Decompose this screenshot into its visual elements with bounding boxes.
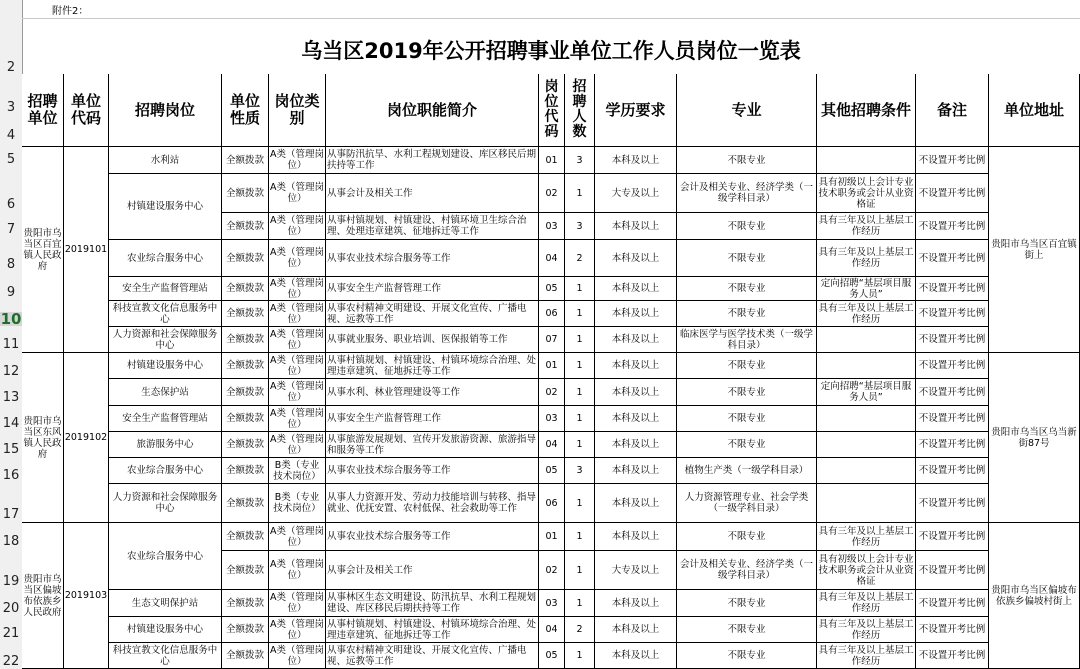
education-cell[interactable]: 本科及以上 <box>595 327 677 353</box>
major-cell[interactable]: 植物生产类（一级学科目录） <box>677 458 817 484</box>
duty-description-cell[interactable]: 从事旅游发展规划、宣传开发旅游资源、旅游指导和服务等工作 <box>326 432 539 458</box>
row-number[interactable]: 17 <box>2 507 20 522</box>
post-category-cell[interactable]: A类（管理岗位） <box>269 213 326 240</box>
duty-description-cell[interactable]: 从事农村精神文明建设、开展文化宣传、广播电视、远教等工作 <box>326 643 539 669</box>
unit-nature-cell[interactable]: 全额拨款 <box>222 484 269 523</box>
duty-description-cell[interactable]: 从事林区生态文明建设、防汛抗旱、水利工程规划建设、库区移民后期扶持等工作 <box>326 590 539 617</box>
headcount-cell[interactable]: 1 <box>565 432 595 458</box>
duty-description-cell[interactable]: 从事安全生产监督管理工作 <box>326 277 539 301</box>
headcount-cell[interactable]: 1 <box>565 174 595 213</box>
post-name-cell[interactable]: 农业综合服务中心 <box>109 458 222 484</box>
duty-description-cell[interactable]: 从事会计及相关工作 <box>326 551 539 590</box>
post-code-cell[interactable]: 04 <box>539 617 565 643</box>
headcount-cell[interactable]: 3 <box>565 213 595 240</box>
duty-description-cell[interactable]: 从事人力资源开发、劳动力技能培训与转移、指导就业、优抚安置、农村低保、社会救助等工作 <box>326 484 539 523</box>
unit-nature-cell[interactable]: 全额拨款 <box>222 523 269 551</box>
post-category-cell[interactable]: B类（专业技术岗位） <box>269 484 326 523</box>
post-category-cell[interactable]: A类（管理岗位） <box>269 301 326 327</box>
unit-nature-cell[interactable]: 全额拨款 <box>222 551 269 590</box>
major-cell[interactable]: 不限专业 <box>677 301 817 327</box>
header-address[interactable]: 单位地址 <box>989 74 1080 147</box>
row-number[interactable]: 8 <box>6 257 16 272</box>
unit-nature-cell[interactable]: 全额拨款 <box>222 379 269 406</box>
headcount-cell[interactable]: 1 <box>565 327 595 353</box>
unit-nature-cell[interactable]: 全额拨款 <box>222 406 269 432</box>
remark-cell[interactable]: 不设置开考比例 <box>916 213 989 240</box>
post-code-cell[interactable]: 01 <box>539 523 565 551</box>
post-name-cell[interactable]: 农业综合服务中心 <box>109 523 222 590</box>
post-category-cell[interactable]: A类（管理岗位） <box>269 523 326 551</box>
education-cell[interactable]: 本科及以上 <box>595 147 677 174</box>
post-name-cell[interactable]: 人力资源和社会保障服务中心 <box>109 484 222 523</box>
headcount-cell[interactable]: 1 <box>565 551 595 590</box>
remark-cell[interactable]: 不设置开考比例 <box>916 147 989 174</box>
header-code[interactable]: 单位代码 <box>64 74 109 147</box>
headcount-cell[interactable]: 1 <box>565 277 595 301</box>
row-number[interactable]: 14 <box>2 416 20 431</box>
unit-nature-cell[interactable]: 全额拨款 <box>222 301 269 327</box>
header-post[interactable]: 招聘岗位 <box>109 74 222 147</box>
other-conditions-cell[interactable] <box>817 458 916 484</box>
remark-cell[interactable]: 不设置开考比例 <box>916 551 989 590</box>
post-code-cell[interactable]: 05 <box>539 277 565 301</box>
row-number[interactable]: 9 <box>6 285 16 300</box>
post-name-cell[interactable]: 水利站 <box>109 147 222 174</box>
recruiting-unit-cell[interactable]: 贵阳市乌当区偏坡布依族乡人民政府 <box>22 523 64 669</box>
duty-description-cell[interactable]: 从事农业技术综合服务等工作 <box>326 240 539 277</box>
major-cell[interactable]: 人力资源管理专业、社会学类（一级学科目录） <box>677 484 817 523</box>
remark-cell[interactable]: 不设置开考比例 <box>916 379 989 406</box>
unit-nature-cell[interactable]: 全额拨款 <box>222 240 269 277</box>
row-number[interactable]: 15 <box>2 442 20 457</box>
major-cell[interactable]: 不限专业 <box>677 213 817 240</box>
row-number[interactable]: 19 <box>2 574 20 589</box>
header-count[interactable]: 招聘人数 <box>565 74 595 147</box>
post-code-cell[interactable]: 02 <box>539 379 565 406</box>
unit-address-cell[interactable]: 贵阳市乌当区偏坡布依族乡偏坡村街上 <box>989 523 1080 669</box>
row-number[interactable]: 20 <box>2 601 20 616</box>
unit-nature-cell[interactable]: 全额拨款 <box>222 213 269 240</box>
other-conditions-cell[interactable] <box>817 432 916 458</box>
post-code-cell[interactable]: 04 <box>539 240 565 277</box>
header-major[interactable]: 专业 <box>677 74 817 147</box>
post-category-cell[interactable]: A类（管理岗位） <box>269 353 326 379</box>
unit-code-cell[interactable]: 2019101 <box>64 147 109 353</box>
post-name-cell[interactable]: 人力资源和社会保障服务中心 <box>109 327 222 353</box>
other-conditions-cell[interactable]: 具有三年及以上基层工作经历 <box>817 213 916 240</box>
post-name-cell[interactable]: 农业综合服务中心 <box>109 240 222 277</box>
duty-description-cell[interactable]: 从事村镇规划、村镇建设、村镇环境卫生综合治理、处理违章建筑、征地拆迁等工作 <box>326 213 539 240</box>
post-code-cell[interactable]: 01 <box>539 353 565 379</box>
unit-nature-cell[interactable]: 全额拨款 <box>222 147 269 174</box>
duty-description-cell[interactable]: 从事村镇规划、村镇建设、村镇环境综合治理、处理违章建筑、征地拆迁等工作 <box>326 353 539 379</box>
other-conditions-cell[interactable]: 具有三年及以上基层工作经历 <box>817 240 916 277</box>
duty-description-cell[interactable]: 从事农村精神文明建设、开展文化宣传、广播电视、远教等工作 <box>326 301 539 327</box>
major-cell[interactable]: 会计及相关专业、经济学类（一级学科目录） <box>677 551 817 590</box>
education-cell[interactable]: 本科及以上 <box>595 240 677 277</box>
post-code-cell[interactable]: 06 <box>539 484 565 523</box>
other-conditions-cell[interactable]: 具有三年及以上基层工作经历 <box>817 643 916 669</box>
education-cell[interactable]: 本科及以上 <box>595 458 677 484</box>
headcount-cell[interactable]: 1 <box>565 353 595 379</box>
duty-description-cell[interactable]: 从事就业服务、职业培训、医保报销等工作 <box>326 327 539 353</box>
post-code-cell[interactable]: 05 <box>539 458 565 484</box>
major-cell[interactable]: 不限专业 <box>677 277 817 301</box>
table-title: 乌当区2019年公开招聘事业单位工作人员岗位一览表 <box>301 39 801 63</box>
unit-address-cell[interactable]: 贵阳市乌当区乌当新街87号 <box>989 353 1080 523</box>
education-cell[interactable]: 本科及以上 <box>595 213 677 240</box>
headcount-cell[interactable]: 1 <box>565 523 595 551</box>
post-category-cell[interactable]: A类（管理岗位） <box>269 617 326 643</box>
remark-cell[interactable]: 不设置开考比例 <box>916 327 989 353</box>
education-cell[interactable]: 本科及以上 <box>595 590 677 617</box>
recruiting-unit-cell[interactable]: 贵阳市乌当区东风镇人民政府 <box>22 353 64 523</box>
remark-cell[interactable]: 不设置开考比例 <box>916 617 989 643</box>
other-conditions-cell[interactable]: 具有三年及以上基层工作经历 <box>817 590 916 617</box>
post-code-cell[interactable]: 03 <box>539 406 565 432</box>
other-conditions-cell[interactable]: 具有三年及以上基层工作经历 <box>817 617 916 643</box>
post-code-cell[interactable]: 07 <box>539 327 565 353</box>
row-number[interactable]: 16 <box>2 468 20 483</box>
post-name-cell[interactable]: 科技宣教文化信息服务中心 <box>109 643 222 669</box>
unit-nature-cell[interactable]: 全额拨款 <box>222 174 269 213</box>
headcount-cell[interactable]: 1 <box>565 643 595 669</box>
header-nature[interactable]: 单位性质 <box>222 74 269 147</box>
unit-nature-cell[interactable]: 全额拨款 <box>222 327 269 353</box>
remark-cell[interactable]: 不设置开考比例 <box>916 353 989 379</box>
row-number[interactable]: 13 <box>2 390 20 405</box>
header-edu[interactable]: 学历要求 <box>595 74 677 147</box>
duty-description-cell[interactable]: 从事安全生产监督管理工作 <box>326 406 539 432</box>
header-remark[interactable]: 备注 <box>916 74 989 147</box>
major-cell[interactable]: 不限专业 <box>677 617 817 643</box>
post-category-cell[interactable]: A类（管理岗位） <box>269 379 326 406</box>
row-number[interactable]: 10 <box>0 310 22 328</box>
post-code-cell[interactable]: 01 <box>539 147 565 174</box>
duty-description-cell[interactable]: 从事农业技术综合服务等工作 <box>326 523 539 551</box>
row-number[interactable]: 22 <box>2 654 20 669</box>
remark-cell[interactable]: 不设置开考比例 <box>916 406 989 432</box>
first-row <box>22 0 1080 19</box>
other-conditions-cell[interactable]: 具有初级以上会计专业技术职务或会计从业资格证 <box>817 174 916 213</box>
row-number[interactable]: 7 <box>6 222 16 237</box>
unit-code-cell[interactable]: 2019102 <box>64 353 109 523</box>
major-cell[interactable]: 不限专业 <box>677 379 817 406</box>
duty-description-cell[interactable]: 从事会计及相关工作 <box>326 174 539 213</box>
major-cell[interactable]: 不限专业 <box>677 406 817 432</box>
remark-cell[interactable]: 不设置开考比例 <box>916 432 989 458</box>
education-cell[interactable]: 本科及以上 <box>595 484 677 523</box>
post-code-cell[interactable]: 03 <box>539 213 565 240</box>
remark-cell[interactable]: 不设置开考比例 <box>916 458 989 484</box>
headcount-cell[interactable]: 1 <box>565 301 595 327</box>
unit-nature-cell[interactable]: 全额拨款 <box>222 617 269 643</box>
education-cell[interactable]: 本科及以上 <box>595 432 677 458</box>
post-category-cell[interactable]: A类（管理岗位） <box>269 432 326 458</box>
education-cell[interactable]: 本科及以上 <box>595 643 677 669</box>
major-cell[interactable]: 不限专业 <box>677 240 817 277</box>
row-number[interactable]: 21 <box>2 626 20 641</box>
post-name-cell[interactable]: 生态文明保护站 <box>109 590 222 617</box>
post-category-cell[interactable]: A类（管理岗位） <box>269 643 326 669</box>
attachment-label: 附件2： <box>52 6 89 17</box>
row-number[interactable]: 2 <box>6 60 16 75</box>
headcount-cell[interactable]: 3 <box>565 147 595 174</box>
headcount-cell[interactable]: 3 <box>565 458 595 484</box>
unit-code-cell[interactable]: 2019103 <box>64 523 109 669</box>
remark-cell[interactable]: 不设置开考比例 <box>916 174 989 213</box>
row-number[interactable]: 3 <box>6 100 16 115</box>
unit-nature-cell[interactable]: 全额拨款 <box>222 432 269 458</box>
education-cell[interactable]: 本科及以上 <box>595 353 677 379</box>
header-other[interactable]: 其他招聘条件 <box>817 74 916 147</box>
major-cell[interactable]: 不限专业 <box>677 353 817 379</box>
row-number[interactable]: 11 <box>2 337 20 352</box>
post-name-cell[interactable]: 生态保护站 <box>109 379 222 406</box>
other-conditions-cell[interactable]: 定向招聘“基层项目服务人员” <box>817 277 916 301</box>
post-category-cell[interactable]: A类（管理岗位） <box>269 174 326 213</box>
headcount-cell[interactable]: 1 <box>565 590 595 617</box>
post-code-cell[interactable]: 02 <box>539 551 565 590</box>
remark-cell[interactable]: 不设置开考比例 <box>916 484 989 523</box>
header-category[interactable]: 岗位类别 <box>269 74 326 147</box>
row-number[interactable]: 18 <box>2 534 20 549</box>
major-cell[interactable]: 不限专业 <box>677 523 817 551</box>
major-cell[interactable]: 不限专业 <box>677 590 817 617</box>
other-conditions-cell[interactable] <box>817 484 916 523</box>
post-category-cell[interactable]: A类（管理岗位） <box>269 147 326 174</box>
other-conditions-cell[interactable]: 具有初级以上会计专业技术职务或会计从业资格证 <box>817 551 916 590</box>
header-post-code[interactable]: 岗位代码 <box>539 74 565 147</box>
major-cell[interactable]: 会计及相关专业、经济学类（一级学科目录） <box>677 174 817 213</box>
row-number[interactable]: 6 <box>6 197 16 212</box>
headcount-cell[interactable]: 1 <box>565 379 595 406</box>
remark-cell[interactable]: 不设置开考比例 <box>916 523 989 551</box>
recruiting-unit-cell[interactable]: 贵阳市乌当区百宜镇人民政府 <box>22 147 64 353</box>
education-cell[interactable]: 大专及以上 <box>595 174 677 213</box>
other-conditions-cell[interactable]: 具有三年及以上基层工作经历 <box>817 523 916 551</box>
unit-nature-cell[interactable]: 全额拨款 <box>222 458 269 484</box>
post-code-cell[interactable]: 04 <box>539 432 565 458</box>
major-cell[interactable]: 不限专业 <box>677 643 817 669</box>
headcount-cell[interactable]: 2 <box>565 617 595 643</box>
unit-address-cell[interactable]: 贵阳市乌当区百宜镇街上 <box>989 147 1080 353</box>
other-conditions-cell[interactable]: 具有三年及以上基层工作经历 <box>817 301 916 327</box>
post-name-cell[interactable]: 科技宣教文化信息服务中心 <box>109 301 222 327</box>
other-conditions-cell[interactable]: 定向招聘“基层项目服务人员” <box>817 379 916 406</box>
headcount-cell[interactable]: 2 <box>565 240 595 277</box>
other-conditions-cell[interactable] <box>817 327 916 353</box>
row-number[interactable]: 12 <box>2 364 20 379</box>
major-cell[interactable]: 不限专业 <box>677 432 817 458</box>
post-category-cell[interactable]: A类（管理岗位） <box>269 327 326 353</box>
other-conditions-cell[interactable] <box>817 406 916 432</box>
post-category-cell[interactable]: A类（管理岗位） <box>269 590 326 617</box>
row-number[interactable]: 4 <box>6 128 16 143</box>
other-conditions-cell[interactable] <box>817 353 916 379</box>
remark-cell[interactable]: 不设置开考比例 <box>916 301 989 327</box>
major-cell[interactable]: 不限专业 <box>677 147 817 174</box>
post-category-cell[interactable]: A类（管理岗位） <box>269 240 326 277</box>
post-name-cell[interactable]: 村镇建设服务中心 <box>109 353 222 379</box>
major-cell[interactable]: 临床医学与医学技术类（一级学科目录） <box>677 327 817 353</box>
unit-nature-cell[interactable]: 全额拨款 <box>222 277 269 301</box>
education-cell[interactable]: 本科及以上 <box>595 301 677 327</box>
education-cell[interactable]: 本科及以上 <box>595 277 677 301</box>
duty-description-cell[interactable]: 从事村镇规划、村镇建设、村镇环境综合治理、处理违章建筑、征地拆迁等工作 <box>326 617 539 643</box>
post-name-cell[interactable]: 村镇建设服务中心 <box>109 174 222 240</box>
remark-cell[interactable]: 不设置开考比例 <box>916 240 989 277</box>
header-duty[interactable]: 岗位职能简介 <box>326 74 539 147</box>
row-number[interactable]: 5 <box>6 152 16 167</box>
education-cell[interactable]: 本科及以上 <box>595 523 677 551</box>
duty-description-cell[interactable]: 从事农业技术综合服务等工作 <box>326 458 539 484</box>
post-code-cell[interactable]: 02 <box>539 174 565 213</box>
duty-description-cell[interactable]: 从事防汛抗旱、水利工程规划建设、库区移民后期扶持等工作 <box>326 147 539 174</box>
remark-cell[interactable]: 不设置开考比例 <box>916 590 989 617</box>
post-name-cell[interactable]: 安全生产监督管理站 <box>109 406 222 432</box>
other-conditions-cell[interactable] <box>817 147 916 174</box>
post-name-cell[interactable]: 旅游服务中心 <box>109 432 222 458</box>
education-cell[interactable]: 本科及以上 <box>595 406 677 432</box>
post-code-cell[interactable]: 05 <box>539 643 565 669</box>
post-name-cell[interactable]: 村镇建设服务中心 <box>109 617 222 643</box>
unit-nature-cell[interactable]: 全额拨款 <box>222 643 269 669</box>
header-unit[interactable]: 招聘单位 <box>22 74 64 147</box>
post-code-cell[interactable]: 03 <box>539 590 565 617</box>
headcount-cell[interactable]: 1 <box>565 484 595 523</box>
remark-cell[interactable]: 不设置开考比例 <box>916 277 989 301</box>
education-cell[interactable]: 本科及以上 <box>595 617 677 643</box>
education-cell[interactable]: 本科及以上 <box>595 379 677 406</box>
post-category-cell[interactable]: A类（管理岗位） <box>269 551 326 590</box>
unit-nature-cell[interactable]: 全额拨款 <box>222 590 269 617</box>
post-category-cell[interactable]: A类（管理岗位） <box>270 277 324 300</box>
headcount-cell[interactable]: 1 <box>565 406 595 432</box>
post-category-cell[interactable]: A类（管理岗位） <box>269 406 326 432</box>
post-name-cell[interactable]: 安全生产监督管理站 <box>109 277 222 301</box>
post-code-cell[interactable]: 06 <box>539 301 565 327</box>
unit-nature-cell[interactable]: 全额拨款 <box>222 353 269 379</box>
duty-description-cell[interactable]: 从事水利、林业管理建设等工作 <box>326 379 539 406</box>
remark-cell[interactable]: 不设置开考比例 <box>916 643 989 669</box>
post-category-cell[interactable]: B类（专业技术岗位） <box>269 458 326 484</box>
education-cell[interactable]: 大专及以上 <box>595 551 677 590</box>
